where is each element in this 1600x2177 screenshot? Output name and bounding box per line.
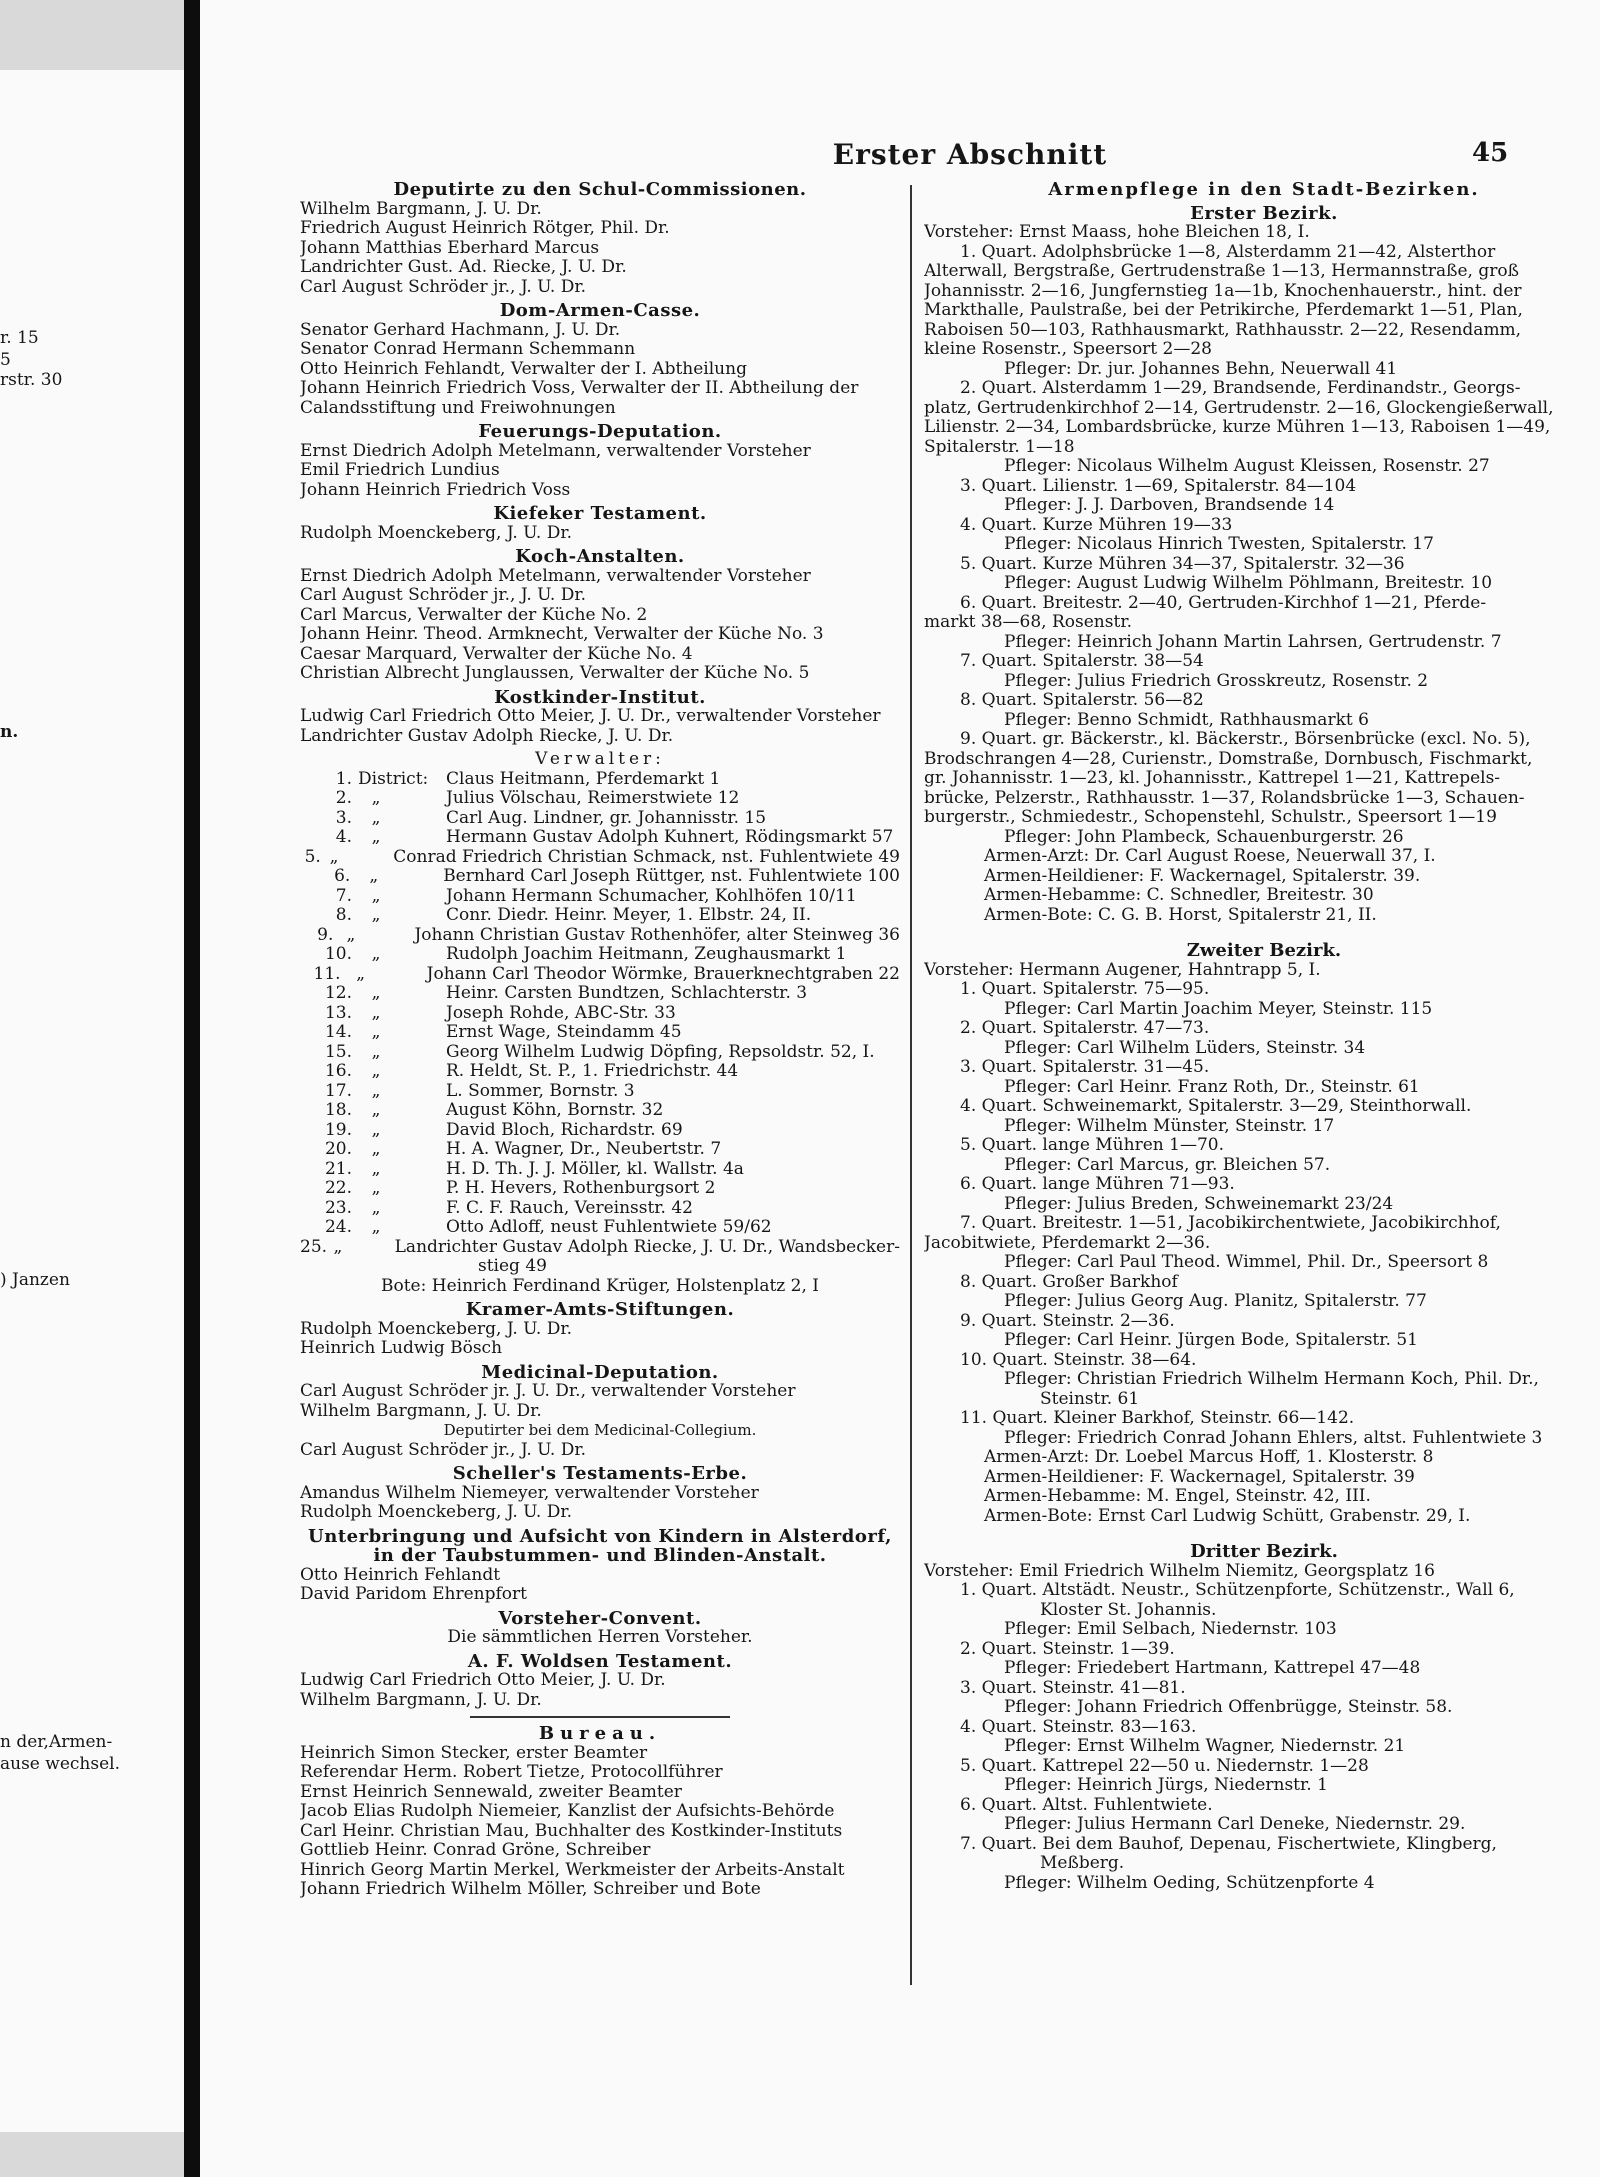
entry-line: Wilhelm Bargmann, J. U. Dr. [300, 1401, 542, 1421]
district-number: 1. [335, 768, 352, 789]
district-ditto: „ [371, 983, 381, 1003]
quarter-line: 2. Quart. Alsterdamm 1—29, Brandsende, Ferdinandstr., Georgs- [960, 379, 1521, 398]
quarter-line: 5. Quart. lange Mühren 1—70. [960, 1136, 1224, 1155]
entry-line: Wilhelm Bargmann, J. U. Dr. [300, 1690, 542, 1710]
column-divider [910, 185, 912, 1985]
district-verwalter: H. A. Wagner, Dr., Neubertstr. 7 [446, 1139, 722, 1159]
district-number: 13. [324, 1002, 352, 1023]
district-row [300, 1199, 900, 1219]
district-ditto: „ [371, 827, 381, 847]
pfleger-line: Pfleger: Emil Selbach, Niedernstr. 103 [1004, 1620, 1337, 1639]
entry-line: Ludwig Carl Friedrich Otto Meier, J. U. Dr., verwaltender Vorsteher [300, 707, 881, 726]
section-title: Kramer-Amts-Stiftungen. [465, 1299, 735, 1320]
entry-line: Landrichter Gustav Adolph Riecke, J. U. Dr. [300, 726, 674, 746]
quarter-line: 1. Quart. Altstädt. Neustr., Schützenpforte, Schützenstr., Wall 6, [960, 1581, 1515, 1600]
district-ditto: „ [371, 1080, 381, 1101]
entry-line: Die sämmtlichen Herren Vorsteher. [447, 1627, 753, 1647]
pfleger-line: Pfleger: Friedrich Conrad Johann Ehlers, altst. Fuhlentwiete 3 [1004, 1428, 1543, 1448]
section-title: Kostkinder-Institut. [494, 686, 706, 708]
divider-rule [470, 1716, 730, 1718]
quarter-line: Meßberg. [1040, 1854, 1125, 1873]
official-line: Armen-Arzt: Dr. Carl August Roese, Neuerwall 37, I. [984, 847, 1436, 866]
district-ditto: „ [371, 1022, 381, 1042]
district-number: 16. [324, 1061, 352, 1081]
pfleger-line: Pfleger: Christian Friedrich Wilhelm Hermann Koch, Phil. Dr., [1004, 1370, 1539, 1389]
quarter-line: Steinstr. 61 [1040, 1389, 1140, 1409]
district-title: Erster Bezirk. [1190, 202, 1338, 224]
section-title: Scheller's Testaments-Erbe. [452, 1463, 748, 1484]
pfleger-line: Pfleger: Wilhelm Oeding, Schützenpforte 4 [1004, 1873, 1375, 1893]
quarter-line: 7. Quart. Spitalerstr. 38—54 [960, 652, 1204, 671]
district-verwalter: Julius Völschau, Reimerstwiete 12 [446, 788, 740, 808]
district-verwalter: Johann Carl Theodor Wörmke, Brauerknechtgraben 22 [426, 963, 900, 984]
pfleger-line: Pfleger: Heinrich Jürgs, Niedernstr. 1 [1004, 1776, 1328, 1795]
quarter-line: markt 38—68, Rosenstr. [924, 613, 1132, 632]
section-title: Vorsteher-Convent. [498, 1607, 702, 1629]
medicinal-subheading: Deputirter bei dem Medicinal-Collegium. [443, 1421, 757, 1439]
district-number: 22. [324, 1178, 352, 1198]
district-title: Dritter Bezirk. [1190, 1541, 1338, 1562]
district-verwalter: Claus Heitmann, Pferdemarkt 1 [446, 768, 721, 789]
quarter-line: 6. Quart. Breitestr. 2—40, Gertruden-Kirchhof 1—21, Pferde- [960, 593, 1487, 613]
previous-page-edge [0, 70, 184, 2132]
official-line: Armen-Hebamme: C. Schnedler, Breitestr. 30 [984, 886, 1374, 905]
pfleger-line: Pfleger: Ernst Wilhelm Wagner, Niedernstr. 21 [1004, 1737, 1406, 1756]
district-ditto: „ [371, 885, 381, 906]
district-row [300, 1179, 900, 1199]
entry-line: Otto Heinrich Fehlandt, Verwalter der I. Abtheilung [300, 359, 747, 379]
left-fragment: r. 15 [0, 328, 39, 348]
bureau-line: Johann Friedrich Wilhelm Möller, Schreiber und Bote [300, 1880, 761, 1899]
district-number: 17. [324, 1080, 352, 1101]
district-verwalter: Hermann Gustav Adolph Kuhnert, Rödingsmarkt 57 [446, 827, 894, 847]
official-line: Armen-Heildiener: F. Wackernagel, Spitalerstr. 39. [984, 866, 1421, 886]
pfleger-line: Pfleger: Nicolaus Hinrich Twesten, Spitalerstr. 17 [1004, 535, 1434, 554]
district-number: 8. [335, 905, 352, 925]
entry-line: Carl August Schröder jr. J. U. Dr., verwaltender Vorsteher [300, 1382, 796, 1401]
district-ditto: „ [371, 1158, 381, 1179]
entry-line: Johann Heinrich Friedrich Voss [300, 480, 571, 500]
pfleger-line: Pfleger: Carl Paul Theod. Wimmel, Phil. Dr., Speersort 8 [1004, 1253, 1489, 1272]
left-fragment: rstr. 30 [0, 370, 63, 390]
bureau-line: Carl Heinr. Christian Mau, Buchhalter des Kostkinder-Instituts [300, 1821, 843, 1841]
bureau-line: Hinrich Georg Martin Merkel, Werkmeister der Arbeits-Anstalt [300, 1860, 845, 1880]
district-verwalter: Johann Hermann Schumacher, Kohlhöfen 10/11 [446, 885, 857, 906]
district-row [300, 926, 900, 946]
pfleger-line: Pfleger: Julius Hermann Carl Deneke, Niedernstr. 29. [1004, 1815, 1466, 1834]
bureau-line: Heinrich Simon Stecker, erster Beamter [300, 1743, 648, 1763]
district-ditto: „ [369, 866, 379, 886]
district-verwalter: Ernst Wage, Steindamm 45 [446, 1022, 682, 1042]
pfleger-line: Pfleger: Julius Friedrich Grosskreutz, Rosenstr. 2 [1004, 671, 1429, 691]
quarter-line: 4. Quart. Kurze Mühren 19—33 [960, 515, 1233, 535]
vorsteher-line: Vorsteher: Emil Friedrich Wilhelm Niemitz, Georgsplatz 16 [924, 1561, 1435, 1581]
pfleger-line: Pfleger: Friedebert Hartmann, Kattrepel 47—48 [1004, 1659, 1421, 1678]
district-verwalter: Bernhard Carl Joseph Rüttger, nst. Fuhlentwiete 100 [443, 866, 900, 886]
district-number: 19. [324, 1119, 352, 1140]
quarter-line: 8. Quart. Spitalerstr. 56—82 [960, 691, 1204, 710]
right-column [924, 176, 1600, 1893]
entry-line: Rudolph Moenckeberg, J. U. Dr. [300, 1503, 572, 1522]
entry-line: Rudolph Moenckeberg, J. U. Dr. [300, 1319, 572, 1339]
district-row [300, 809, 900, 829]
page-header [200, 138, 1600, 174]
quarter-line: 4. Quart. Schweinemarkt, Spitalerstr. 3—29, Steinthorwall. [960, 1097, 1472, 1116]
left-fragment: 5 [0, 350, 11, 370]
pfleger-line: Pfleger: Carl Martin Joachim Meyer, Steinstr. 115 [1004, 999, 1433, 1019]
district-verwalter: August Köhn, Bornstr. 32 [446, 1100, 664, 1120]
section-title: Kiefeker Testament. [493, 503, 707, 524]
quarter-line: 1. Quart. Adolphsbrücke 1—8, Alsterdamm 21—42, Alsterthor [960, 242, 1496, 262]
entry-line: Johann Matthias Eberhard Marcus [300, 238, 600, 258]
district-row [300, 887, 900, 907]
entry-line: Carl August Schröder jr., J. U. Dr. [300, 277, 586, 297]
district-number: 25. [300, 1236, 328, 1257]
quarter-line: 10. Quart. Steinstr. 38—64. [960, 1350, 1197, 1370]
district-row [300, 965, 900, 985]
quarter-line: 3. Quart. Lilienstr. 1—69, Spitalerstr. 84—104 [960, 476, 1357, 496]
quarter-line: 3. Quart. Steinstr. 41—81. [960, 1678, 1186, 1698]
pfleger-line: Pfleger: Carl Marcus, gr. Bleichen 57. [1004, 1155, 1331, 1175]
district-row [300, 1082, 900, 1102]
district-ditto: „ [371, 788, 381, 808]
district-row [300, 1101, 900, 1121]
left-fragment: ) Janzen [0, 1270, 70, 1290]
verwalter-heading: Verwalter: [535, 749, 665, 769]
bureau-line: Referendar Herm. Robert Tietze, Protocollführer [300, 1763, 723, 1782]
pfleger-line: Pfleger: August Ludwig Wilhelm Pöhlmann, Breitestr. 10 [1004, 574, 1493, 593]
district-row [300, 1160, 900, 1180]
page-title: Erster Abschnitt [832, 138, 1108, 171]
section-title: Dom-Armen-Casse. [499, 300, 701, 321]
page [200, 0, 1600, 2177]
page-number: 45 [1472, 138, 1509, 168]
district-verwalter: Landrichter Gustav Adolph Riecke, J. U. Dr., Wandsbecker- [394, 1236, 900, 1257]
entry-line: Senator Gerhard Hachmann, J. U. Dr. [300, 320, 621, 340]
entry-line: Otto Heinrich Fehlandt [300, 1565, 501, 1585]
district-verwalter: Carl Aug. Lindner, gr. Johannisstr. 15 [446, 807, 767, 828]
district-number: 21. [324, 1158, 352, 1179]
section-title: A. F. Woldsen Testament. [467, 1650, 733, 1672]
quarter-line: 5. Quart. Kurze Mühren 34—37, Spitalerstr. 32—36 [960, 554, 1405, 574]
vorsteher-line: Vorsteher: Hermann Augener, Hahntrapp 5, I. [924, 960, 1321, 980]
district-row [300, 770, 900, 790]
quarter-line: 7. Quart. Breitestr. 1—51, Jacobikirchentwiete, Jacobikirchhof, [960, 1214, 1501, 1233]
district-title: Zweiter Bezirk. [1186, 940, 1342, 961]
entry-line: Heinrich Ludwig Bösch [300, 1339, 503, 1358]
district-number: 20. [324, 1139, 352, 1159]
pfleger-line: Pfleger: J. J. Darboven, Brandsende 14 [1004, 496, 1335, 515]
entry-line: Caesar Marquard, Verwalter der Küche No. 4 [300, 644, 693, 664]
district-number: 12. [324, 983, 352, 1003]
district-ditto: „ [333, 1236, 343, 1257]
medicinal-sub-line: Carl August Schröder jr., J. U. Dr. [300, 1440, 586, 1460]
district-number: 14. [324, 1022, 352, 1042]
left-fragment: ause wechsel. [0, 1754, 120, 1774]
quarter-line: Alterwall, Bergstraße, Gertrudenstraße 1—13, Hermannstraße, groß [924, 262, 1519, 281]
bureau-line: Gottlieb Heinr. Conrad Gröne, Schreiber [300, 1841, 651, 1860]
district-ditto: „ [346, 924, 356, 945]
quarter-line: Markthalle, Paulstraße, bei der Petrikirche, Pferdemarkt 1—51, Plan, [924, 301, 1523, 320]
entry-line: Ernst Diedrich Adolph Metelmann, verwaltender Vorsteher [300, 441, 811, 461]
district-number: 3. [335, 807, 352, 828]
district-verwalter: P. H. Hevers, Rothenburgsort 2 [446, 1178, 716, 1198]
section-title: in der Taubstummen- und Blinden-Anstalt. [373, 1545, 827, 1566]
official-line: Armen-Bote: C. G. B. Horst, Spitalerstr 21, II. [984, 905, 1377, 925]
district-ditto: „ [371, 1197, 381, 1218]
entry-line: Johann Heinrich Friedrich Voss, Verwalter der II. Abtheilung der [300, 379, 859, 398]
quarter-line: 9. Quart. gr. Bäckerstr., kl. Bäckerstr., Börsenbrücke (excl. No. 5), [960, 730, 1531, 749]
bureau-line: Jacob Elias Rudolph Niemeier, Kanzlist der Aufsichts-Behörde [300, 1802, 835, 1821]
district-row [300, 1062, 900, 1082]
pfleger-line: Pfleger: Julius Georg Aug. Planitz, Spitalerstr. 77 [1004, 1292, 1427, 1311]
column-title: Armenpflege in den Stadt-Bezirken. [1048, 179, 1480, 200]
district-ditto: District: [358, 768, 429, 789]
district-number: 10. [324, 944, 352, 964]
district-row [300, 1023, 900, 1043]
district-verwalter: R. Heldt, St. P., 1. Friedrichstr. 44 [446, 1061, 739, 1081]
district-verwalter: Georg Wilhelm Ludwig Döpfing, Repsoldstr. 52, I. [446, 1041, 875, 1062]
quarter-line: brücke, Pelzerstr., Rathhausstr. 1—37, Rolandsbrücke 1—3, Schauen- [924, 788, 1525, 808]
entry-line: Wilhelm Bargmann, J. U. Dr. [300, 199, 542, 219]
previous-page-strip [0, 0, 200, 2177]
entry-line: Emil Friedrich Lundius [300, 461, 500, 480]
pfleger-line: Pfleger: Carl Heinr. Franz Roth, Dr., Steinstr. 61 [1004, 1077, 1420, 1097]
district-verwalter: Johann Christian Gustav Rothenhöfer, alter Steinweg 36 [414, 924, 900, 945]
official-line: Armen-Arzt: Dr. Loebel Marcus Hoff, 1. Klosterstr. 8 [984, 1448, 1434, 1467]
district-ditto: „ [371, 1100, 381, 1120]
district-verwalter: Heinr. Carsten Bundtzen, Schlachterstr. 3 [446, 983, 808, 1003]
district-ditto: „ [371, 944, 381, 964]
quarter-line: 6. Quart. lange Mühren 71—93. [960, 1175, 1235, 1194]
quarter-line: 5. Quart. Kattrepel 22—50 u. Niedernstr. 1—28 [960, 1756, 1369, 1776]
district-row [300, 945, 900, 965]
district-number: 18. [324, 1100, 352, 1120]
entry-line: Friedrich August Heinrich Rötger, Phil. Dr. [300, 219, 670, 238]
quarter-line: Lilienstr. 2—34, Lombardsbrücke, kurze Mühren 1—13, Raboisen 1—49, [924, 418, 1551, 437]
district-row [300, 789, 900, 809]
district-row [300, 984, 900, 1004]
section-title: Koch-Anstalten. [515, 546, 685, 567]
district-number: 23. [324, 1197, 352, 1218]
district-verwalter: Rudolph Joachim Heitmann, Zeughausmarkt 1 [446, 944, 847, 964]
official-line: Armen-Heildiener: F. Wackernagel, Spitalerstr. 39 [984, 1467, 1415, 1487]
district-number: 4. [335, 827, 352, 847]
section-title: Bureau. [538, 1723, 662, 1744]
district-row [300, 1238, 900, 1258]
pfleger-line: Pfleger: Nicolaus Wilhelm August Kleissen, Rosenstr. 27 [1004, 457, 1490, 476]
district-row [300, 828, 900, 848]
bote-line: Bote: Heinrich Ferdinand Krüger, Holstenplatz 2, I [381, 1275, 819, 1296]
pfleger-line: Pfleger: Benno Schmidt, Rathhausmarkt 6 [1004, 710, 1369, 730]
district-number: 11. [313, 963, 341, 984]
district-row [300, 1004, 900, 1024]
district-ditto: „ [371, 1217, 381, 1237]
pfleger-line: Pfleger: Heinrich Johann Martin Lahrsen, Gertrudenstr. 7 [1004, 632, 1502, 652]
entry-line: Landrichter Gust. Ad. Riecke, J. U. Dr. [300, 258, 627, 277]
district-ditto: „ [371, 1061, 381, 1081]
bureau-line: Ernst Heinrich Sennewald, zweiter Beamter [300, 1782, 682, 1802]
quarter-line: Brodschrangen 4—28, Curienstr., Domstraße, Dornbusch, Fischmarkt, [924, 749, 1533, 769]
quarter-line: 7. Quart. Bei dem Bauhof, Depenau, Fischertwiete, Klingberg, [960, 1834, 1497, 1854]
pfleger-line: Pfleger: John Plambeck, Schauenburgerstr. 26 [1004, 827, 1404, 847]
official-line: Armen-Hebamme: M. Engel, Steinstr. 42, III. [984, 1487, 1371, 1506]
pfleger-line: Pfleger: Johann Friedrich Offenbrügge, Steinstr. 58. [1004, 1698, 1453, 1717]
entry-line: Ludwig Carl Friedrich Otto Meier, J. U. Dr. [300, 1671, 666, 1690]
quarter-line: 9. Quart. Steinstr. 2—36. [960, 1311, 1175, 1331]
quarter-line: 2. Quart. Spitalerstr. 47—73. [960, 1019, 1210, 1038]
district-continuation: stieg 49 [478, 1257, 547, 1276]
quarter-line: Kloster St. Johannis. [1040, 1600, 1217, 1620]
quarter-line: Raboisen 50—103, Rathhausmarkt, Rathhausstr. 2—22, Resendamm, [924, 320, 1522, 340]
district-row [300, 1218, 900, 1238]
district-verwalter: David Bloch, Richardstr. 69 [446, 1119, 683, 1140]
left-fragment: n der,Armen- [0, 1732, 113, 1752]
district-row [300, 1140, 900, 1160]
quarter-line: Spitalerstr. 1—18 [924, 437, 1075, 457]
entry-line: Calandsstiftung und Freiwohnungen [300, 398, 616, 418]
district-verwalter: F. C. F. Rauch, Vereinsstr. 42 [446, 1197, 693, 1218]
left-fragment: n. [0, 722, 19, 742]
district-number: 7. [335, 885, 352, 906]
district-row [300, 906, 900, 926]
pfleger-line: Pfleger: Carl Heinr. Jürgen Bode, Spitalerstr. 51 [1004, 1331, 1418, 1350]
quarter-line: 3. Quart. Spitalerstr. 31—45. [960, 1058, 1210, 1077]
district-ditto: „ [371, 807, 381, 828]
pfleger-line: Pfleger: Dr. jur. Johannes Behn, Neuerwall 41 [1004, 359, 1398, 379]
section-title: Unterbringung und Aufsicht von Kindern in Alsterdorf, [308, 1525, 892, 1547]
district-verwalter: H. D. Th. J. J. Möller, kl. Wallstr. 4a [446, 1158, 744, 1179]
pfleger-line: Pfleger: Wilhelm Münster, Steinstr. 17 [1004, 1116, 1335, 1136]
district-row [300, 1121, 900, 1141]
entry-line: David Paridom Ehrenpfort [300, 1585, 527, 1604]
district-row [300, 1043, 900, 1063]
entry-line: Amandus Wilhelm Niemeyer, verwaltender Vorsteher [300, 1483, 759, 1503]
district-verwalter: L. Sommer, Bornstr. 3 [446, 1080, 635, 1101]
district-verwalter: Conr. Diedr. Heinr. Meyer, 1. Elbstr. 24, II. [446, 905, 812, 925]
quarter-line: Jacobitwiete, Pferdemarkt 2—36. [924, 1233, 1211, 1253]
district-verwalter: Conrad Friedrich Christian Schmack, nst. Fuhlentwiete 49 [393, 846, 900, 867]
district-row [300, 867, 900, 887]
district-number: 2. [335, 788, 352, 808]
quarter-line: 6. Quart. Altst. Fuhlentwiete. [960, 1795, 1213, 1815]
district-row [300, 848, 900, 868]
pfleger-line: Pfleger: Julius Breden, Schweinemarkt 23/24 [1004, 1194, 1394, 1214]
district-ditto: „ [371, 1178, 381, 1198]
official-line: Armen-Bote: Ernst Carl Ludwig Schütt, Grabenstr. 29, I. [984, 1506, 1471, 1526]
quarter-line: 2. Quart. Steinstr. 1—39. [960, 1639, 1175, 1659]
quarter-line: platz, Gertrudenkirchhof 2—14, Gertrudenstr. 2—16, Glockengießerwall, [924, 398, 1554, 418]
district-number: 24. [324, 1217, 352, 1237]
vorsteher-line: Vorsteher: Ernst Maass, hohe Bleichen 18, I. [924, 223, 1310, 242]
district-number: 5. [304, 846, 321, 867]
district-ditto: „ [329, 846, 339, 867]
entry-line: Senator Conrad Hermann Schemmann [300, 340, 636, 359]
quarter-line: 4. Quart. Steinstr. 83—163. [960, 1717, 1197, 1737]
left-column [300, 176, 900, 1900]
district-verwalter: Otto Adloff, neust Fuhlentwiete 59/62 [446, 1217, 772, 1237]
entry-line: Carl Marcus, Verwalter der Küche No. 2 [300, 605, 648, 625]
section-title: Deputirte zu den Schul-Commissionen. [393, 179, 807, 200]
book-spine [184, 0, 200, 2177]
quarter-line: 1. Quart. Spitalerstr. 75—95. [960, 980, 1210, 999]
quarter-line: burgerstr., Schmiedestr., Schopenstehl, Schulstr., Speersort 1—19 [924, 808, 1497, 827]
district-ditto: „ [371, 1041, 381, 1062]
entry-line: Johann Heinr. Theod. Armknecht, Verwalter der Küche No. 3 [300, 625, 824, 644]
quarter-line: gr. Johannisstr. 1—23, kl. Johannisstr., Kattrepel 1—21, Kattrepels- [924, 769, 1501, 788]
pfleger-line: Pfleger: Carl Wilhelm Lüders, Steinstr. 34 [1004, 1038, 1366, 1058]
quarter-line: 11. Quart. Kleiner Barkhof, Steinstr. 66—142. [960, 1409, 1355, 1428]
entry-line: Christian Albrecht Junglaussen, Verwalter der Küche No. 5 [300, 664, 810, 683]
entry-line: Ernst Diedrich Adolph Metelmann, verwaltender Vorsteher [300, 566, 811, 586]
section-title: Feuerungs-Deputation. [478, 421, 722, 442]
district-ditto: „ [371, 1119, 381, 1140]
district-verwalter: Joseph Rohde, ABC-Str. 33 [446, 1002, 676, 1023]
quarter-line: 8. Quart. Großer Barkhof [960, 1272, 1178, 1292]
entry-line: Carl August Schröder jr., J. U. Dr. [300, 586, 586, 605]
district-ditto: „ [371, 1002, 381, 1023]
quarter-line: Johannisstr. 2—16, Jungfernstieg 1a—1b, Knochenhauerstr., hint. der [924, 281, 1522, 301]
district-number: 15. [324, 1041, 352, 1062]
district-ditto: „ [371, 905, 381, 925]
district-ditto: „ [371, 1139, 381, 1159]
section-title: Medicinal-Deputation. [481, 1361, 719, 1383]
district-ditto: „ [356, 963, 366, 984]
district-number: 9. [317, 924, 334, 945]
quarter-line: kleine Rosenstr., Speersort 2—28 [924, 340, 1212, 359]
district-number: 6. [334, 866, 351, 886]
district-list [300, 770, 900, 1258]
entry-line: Rudolph Moenckeberg, J. U. Dr. [300, 523, 572, 543]
